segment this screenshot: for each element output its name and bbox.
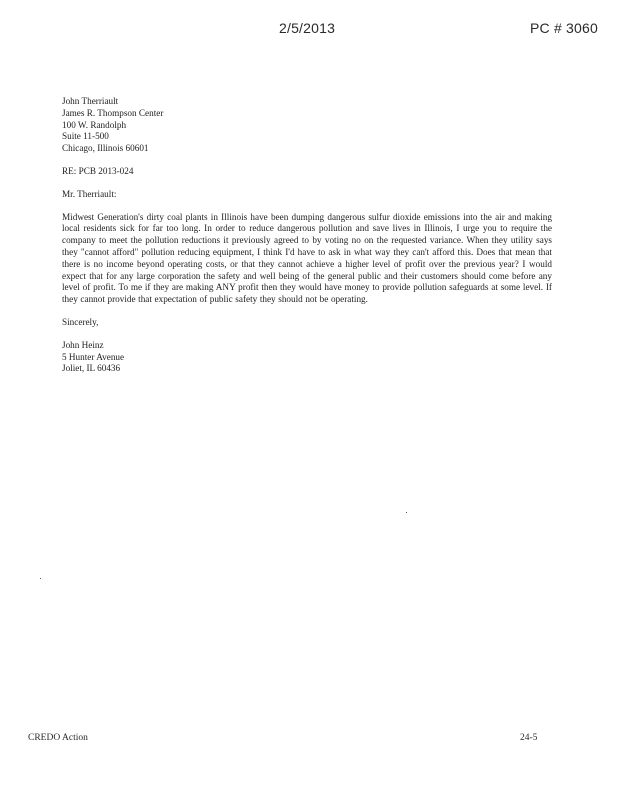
recipient-address xyxy=(62,96,552,155)
recipient-building: James R. Thompson Center xyxy=(62,107,164,118)
recipient-street: 100 W. Randolph xyxy=(62,119,127,130)
footer-organization: CREDO Action xyxy=(28,733,88,743)
footer-page-number: 24-5 xyxy=(520,733,538,743)
salutation: Mr. Therriault: xyxy=(62,188,117,199)
fax-date-header: 2/5/2013 xyxy=(279,20,336,36)
body-paragraph: Midwest Generation's dirty coal plants in Illinois have been dumping dangerous sulfur dioxide emissions into the air and making local residents sick for far too long. In order to reduce dangerous pollution and save lives in Illinois, I urge you to require the company to meet the pollution reductions it previously agreed to by voting no on the requested variance. When they utility says they "cannot afford" pollution reducing equipment, I think I'd have to ask in what way they can't afford this. Does that mean that there is no income beyond operating costs, or that they cannot achieve a higher level of profit over the previous year? I would expect that for any large corporation the safety and well being of the general public and their customers should come before any level of profit. To me if they are making ANY profit then they would have money to provide pollution safeguards at some level. If they cannot provide that expectation of public safety they should not be operating. xyxy=(62,211,552,305)
scan-speck xyxy=(40,578,41,579)
sender-street: 5 Hunter Avenue xyxy=(62,351,125,362)
letter-body xyxy=(62,96,552,375)
reference-line: RE: PCB 2013-024 xyxy=(62,165,134,176)
closing: Sincerely, xyxy=(62,316,99,327)
scan-speck xyxy=(406,512,407,513)
sender-address xyxy=(62,340,552,375)
sender-name: John Heinz xyxy=(62,339,104,350)
recipient-city: Chicago, Illinois 60601 xyxy=(62,143,149,154)
pc-number-header: PC # 3060 xyxy=(530,20,598,36)
recipient-name: John Therriault xyxy=(62,96,119,106)
sender-city: Joliet, IL 60436 xyxy=(62,363,121,374)
recipient-suite: Suite 11-500 xyxy=(62,131,109,142)
